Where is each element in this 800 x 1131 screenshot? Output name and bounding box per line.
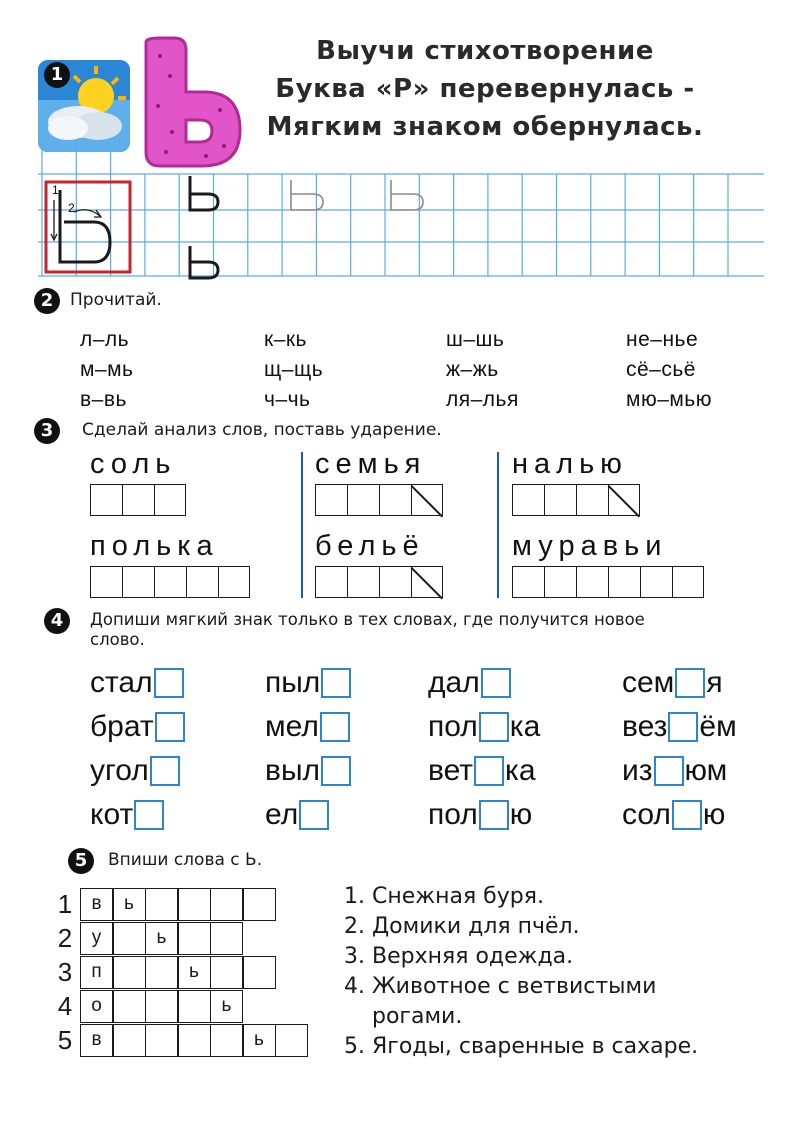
word-part: пол xyxy=(428,798,478,831)
crossword-row-number: 4 xyxy=(57,991,73,1021)
word-part: дал xyxy=(428,666,480,699)
word-part: вез xyxy=(622,710,668,743)
soft-sign-box[interactable] xyxy=(150,756,180,786)
crossword-cell[interactable] xyxy=(243,956,276,989)
analysis-word: бельё xyxy=(315,530,425,562)
crossword-cell[interactable]: ь xyxy=(113,888,146,921)
crossword-row-number: 2 xyxy=(57,923,73,953)
word-part: пол xyxy=(428,710,478,743)
word-part: кот xyxy=(90,798,134,831)
crossword-cell[interactable]: в xyxy=(80,888,113,921)
word-part: ка xyxy=(509,710,541,743)
word-part: ём xyxy=(699,710,737,743)
syllable-pair: в–вь xyxy=(80,388,127,411)
stroke-number-2: 2 xyxy=(68,201,75,215)
analysis-word: семья xyxy=(315,448,427,480)
sound-boxes[interactable] xyxy=(512,484,640,516)
crossword-cell[interactable]: в xyxy=(80,1024,113,1057)
crossword-cell[interactable] xyxy=(210,922,243,955)
word-part: вет xyxy=(428,754,474,787)
syllable-pair: щ–щь xyxy=(264,358,324,381)
column-divider xyxy=(301,452,303,598)
analysis-word: муравьи xyxy=(512,530,668,562)
task-2-instruction: Прочитай. xyxy=(70,290,162,310)
word-part: я xyxy=(706,666,723,699)
fill-soft-sign-word xyxy=(265,798,330,832)
crossword-cell[interactable] xyxy=(275,1024,308,1057)
crossword-cell[interactable] xyxy=(145,956,178,989)
poem-line-2: Буква «Р» перевернулась - xyxy=(275,74,695,104)
soft-sign-box[interactable] xyxy=(321,668,351,698)
word-part: ю xyxy=(702,798,726,831)
poem-title xyxy=(250,32,720,146)
syllable-pair: м–мь xyxy=(80,358,134,381)
fill-soft-sign-word xyxy=(90,754,181,788)
word-part: угол xyxy=(90,754,149,787)
clue-4: 4. Животное с ветвистыми xyxy=(344,974,657,999)
task-1-number: 1 xyxy=(44,62,70,88)
crossword-row-number: 5 xyxy=(57,1025,73,1055)
fill-soft-sign-word xyxy=(622,798,725,832)
poem-line-3: Мягким знаком обернулась. xyxy=(266,112,704,142)
crossword-cell[interactable] xyxy=(178,990,211,1023)
fill-soft-sign-word xyxy=(90,710,186,744)
syllable-pair: ш–шь xyxy=(446,328,505,351)
word-part: юм xyxy=(684,754,728,787)
crossword-cell[interactable] xyxy=(178,922,211,955)
fill-soft-sign-word xyxy=(265,666,352,700)
crossword-cell[interactable]: п xyxy=(80,956,113,989)
fill-soft-sign-word xyxy=(265,754,352,788)
soft-sign-box[interactable] xyxy=(321,756,351,786)
analysis-word: соль xyxy=(90,448,177,480)
task-2-number: 2 xyxy=(34,288,60,314)
crossword-cell[interactable] xyxy=(113,956,146,989)
crossword-row-number: 3 xyxy=(57,957,73,987)
word-part: выл xyxy=(265,754,321,787)
word-part: стал xyxy=(90,666,153,699)
soft-sign-box[interactable] xyxy=(134,800,164,830)
syllable-pair: не–нье xyxy=(626,328,699,351)
word-part: брат xyxy=(90,710,154,743)
fill-soft-sign-word xyxy=(90,666,185,700)
soft-sign-box[interactable] xyxy=(155,712,185,742)
crossword-cell[interactable] xyxy=(145,888,178,921)
syllable-pair: ля–лья xyxy=(446,388,519,411)
fill-soft-sign-word xyxy=(622,754,727,788)
sound-boxes[interactable] xyxy=(512,566,704,598)
syllable-pair: к–кь xyxy=(264,328,307,351)
crossword-cell[interactable] xyxy=(113,990,146,1023)
fill-soft-sign-word xyxy=(428,754,536,788)
stroke-number-1: 1 xyxy=(52,183,59,197)
syllable-pair: л–ль xyxy=(80,328,130,351)
soft-sign-box[interactable] xyxy=(479,800,509,830)
syllable-pair: ж–жь xyxy=(446,358,499,381)
crossword-cell[interactable] xyxy=(113,1024,146,1057)
crossword-cell[interactable]: о xyxy=(80,990,113,1023)
task-3-instruction: Сделай анализ слов, поставь ударение. xyxy=(82,420,442,440)
fill-soft-sign-word xyxy=(90,798,165,832)
soft-sign-box[interactable] xyxy=(320,712,350,742)
word-part: ел xyxy=(265,798,299,831)
fill-soft-sign-word xyxy=(428,710,540,744)
soft-sign-box[interactable] xyxy=(299,800,329,830)
crossword-row-number: 1 xyxy=(57,889,73,919)
task-5-instruction: Впиши слова с Ь. xyxy=(108,850,263,870)
word-part: ка xyxy=(505,754,536,787)
analysis-word: налью xyxy=(512,448,628,480)
tracing-grid xyxy=(38,140,764,280)
crossword-cell[interactable] xyxy=(145,990,178,1023)
word-part: из xyxy=(622,754,653,787)
word-part: сем xyxy=(622,666,675,699)
crossword-cell[interactable] xyxy=(178,1024,211,1057)
word-part: мел xyxy=(265,710,319,743)
soft-sign-box[interactable] xyxy=(668,712,698,742)
task-5-number: 5 xyxy=(68,848,94,874)
crossword-cell[interactable]: ь xyxy=(178,956,211,989)
crossword-cell[interactable] xyxy=(243,888,276,921)
syllable-pair: ч–чь xyxy=(264,388,311,411)
crossword-cell[interactable] xyxy=(210,888,243,921)
word-part: пыл xyxy=(265,666,321,699)
task-4-instruction-line-2: слово. xyxy=(90,630,145,649)
syllable-pair: мю–мью xyxy=(626,388,712,411)
task-4-instruction-line-1: Допиши мягкий знак только в тех словах, где получится новое xyxy=(90,610,645,629)
soft-sign-box[interactable] xyxy=(474,756,504,786)
crossword-cell[interactable]: ь xyxy=(145,922,178,955)
clue-1: 1. Снежная буря. xyxy=(344,884,544,909)
soft-sign-box[interactable] xyxy=(654,756,684,786)
crossword-cell[interactable]: ь xyxy=(210,990,243,1023)
crossword-cell[interactable] xyxy=(178,888,211,921)
syllable-pair: сё–сьё xyxy=(626,358,696,381)
sound-boxes[interactable] xyxy=(315,484,443,516)
crossword-cell[interactable] xyxy=(145,1024,178,1057)
crossword-clues xyxy=(344,882,698,1062)
soft-sign-box[interactable] xyxy=(479,712,509,742)
soft-sign-box[interactable] xyxy=(672,800,702,830)
task-3-number: 3 xyxy=(34,418,60,444)
word-part: сол xyxy=(622,798,671,831)
fill-soft-sign-word xyxy=(265,710,351,744)
clue-3: 3. Верхняя одежда. xyxy=(344,944,574,969)
sound-boxes[interactable] xyxy=(90,566,250,598)
crossword-cell[interactable] xyxy=(210,956,243,989)
clue-4-continued: рогами. xyxy=(344,1004,463,1029)
clue-2: 2. Домики для пчёл. xyxy=(344,914,580,939)
crossword-cell[interactable]: ь xyxy=(243,1024,276,1057)
sound-boxes[interactable] xyxy=(90,484,186,516)
crossword-cell[interactable] xyxy=(210,1024,243,1057)
soft-sign-box[interactable] xyxy=(481,668,511,698)
word-part: ю xyxy=(509,798,533,831)
fill-soft-sign-word xyxy=(428,798,532,832)
task-4-number: 4 xyxy=(44,608,70,634)
fill-soft-sign-word xyxy=(622,666,723,700)
analysis-word: полька xyxy=(90,530,219,562)
poem-line-1: Выучи стихотворение xyxy=(316,36,654,66)
sound-boxes[interactable] xyxy=(315,566,443,598)
fill-soft-sign-word xyxy=(428,666,512,700)
soft-sign-box[interactable] xyxy=(675,668,705,698)
fill-soft-sign-word xyxy=(622,710,737,744)
soft-sign-box[interactable] xyxy=(154,668,184,698)
crossword-cell[interactable]: у xyxy=(80,922,113,955)
column-divider xyxy=(497,452,499,598)
clue-5: 5. Ягоды, сваренные в сахаре. xyxy=(344,1034,699,1059)
crossword-cell[interactable] xyxy=(113,922,146,955)
